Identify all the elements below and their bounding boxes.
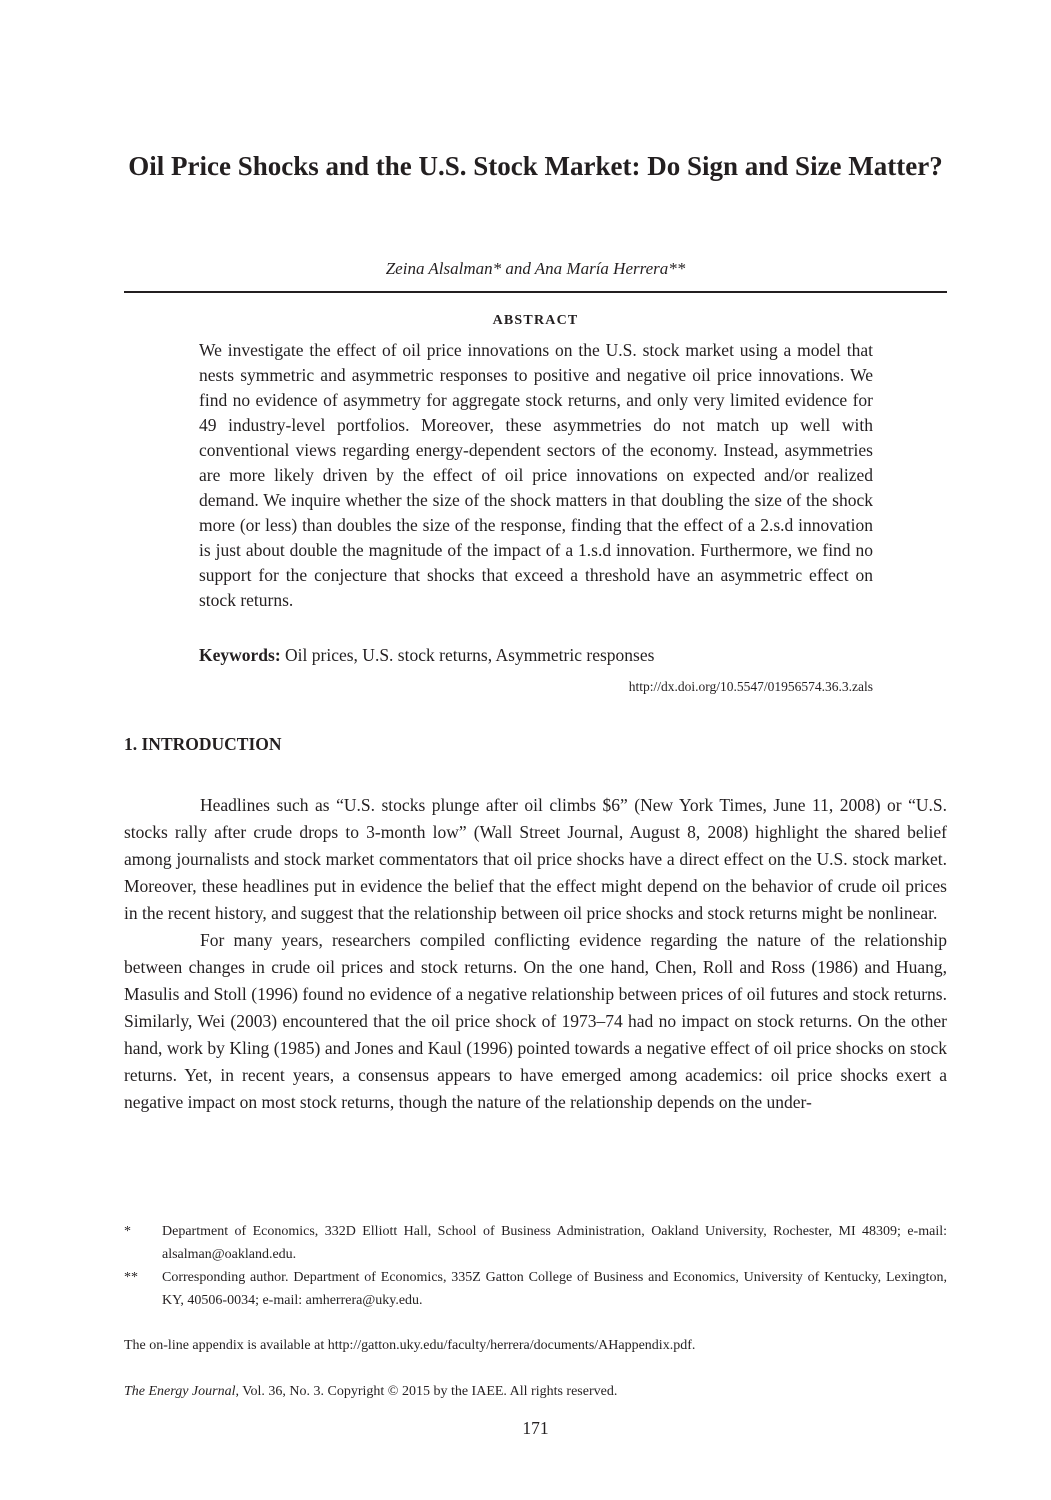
title-divider <box>124 291 947 293</box>
introduction-body <box>124 792 947 1116</box>
keywords-line <box>199 643 873 668</box>
copyright-text: , Vol. 36, No. 3. Copyright © 2015 by the IAEE. All rights reserved. <box>235 1384 618 1399</box>
body-paragraph: For many years, researchers compiled conflicting evidence regarding the nature of the relationship between changes in crude oil prices and stock returns. On the one hand, Chen, Roll and Ross (1986) and Huang, Masulis and Stoll (1996) found no evidence of a negative relationship between prices of oil futures and stock returns. Similarly, Wei (2003) encountered that the oil price shock of 1973–74 had no impact on stock returns. On the other hand, work by Kling (1985) and Jones and Kaul (1996) pointed towards a negative effect of oil price shocks on stock returns. Yet, in recent years, a consensus appears to have emerged among academics: oil price shocks exert a negative impact on most stock returns, though the nature of the relationship depends on the under- <box>124 930 947 1112</box>
footnote-mark: * <box>124 1224 131 1239</box>
abstract-text: We investigate the effect of oil price innovations on the U.S. stock market using a model that nests symmetric and asymmetric responses to positive and negative oil price innovations. We find no evidence of asymmetry for aggregate stock returns, and only very limited evidence for 49 industry-level portfolios. Moreover, these asymmetries do not match up well with conventional views regarding energy-dependent sectors of the economy. Instead, asymmetries are more likely driven by the effect of oil price innovations on expected and/or realized demand. We inquire whether the size of the shock matters in that doubling the size of the shock more (or less) than doubles the size of the response, finding that the effect of a 2.s.d innovation is just about double the magnitude of the impact of a 1.s.d innovation. Furthermore, we find no support for the conjecture that shocks that exceed a threshold have an asymmetric effect on stock returns. <box>199 340 873 610</box>
body-paragraph: Headlines such as “U.S. stocks plunge after oil climbs $6” (New York Times, June 11, 2008) or “U.S. stocks rally after crude drops to 3-month low” (Wall Street Journal, August 8, 2008) highlight the shared belief among journalists and stock market commentators that oil price shocks have a direct effect on the U.S. stock market. Moreover, these headlines put in evidence the belief that the effect might depend on the behavior of crude oil prices in the recent history, and suggest that the relationship between oil price shocks and stock returns might be nonlinear. <box>124 795 947 923</box>
footnote <box>124 1220 947 1266</box>
appendix-note: The on-line appendix is available at http://gatton.uky.edu/faculty/herrera/documents/AHappendix.pdf. <box>124 1338 696 1353</box>
footnote-text: Corresponding author. Department of Economics, 335Z Gatton College of Business and Economics, University of Kentucky, Lexington, KY, 40506-0034; e-mail: amherrera@uky.edu. <box>162 1270 947 1308</box>
author-line: Zeina Alsalman* and Ana María Herrera** <box>385 259 686 278</box>
paper-title: Oil Price Shocks and the U.S. Stock Market: Do Sign and Size Matter? <box>128 151 943 181</box>
journal-copyright <box>124 1381 947 1403</box>
keywords-list: Oil prices, U.S. stock returns, Asymmetric responses <box>285 645 655 665</box>
journal-name: The Energy Journal <box>124 1384 236 1399</box>
footnote <box>124 1266 947 1312</box>
keywords-label: Keywords: <box>199 645 281 665</box>
page-number: 171 <box>522 1418 549 1438</box>
section-heading-introduction: 1. INTRODUCTION <box>124 734 282 754</box>
abstract-heading: ABSTRACT <box>492 313 579 328</box>
doi-link[interactable]: http://dx.doi.org/10.5547/01956574.36.3.zals <box>628 679 873 694</box>
footnotes <box>124 1220 947 1312</box>
footnote-text: Department of Economics, 332D Elliott Hall, School of Business Administration, Oakland University, Rochester, MI 48309; e-mail: alsalman@oakland.edu. <box>162 1224 947 1262</box>
footnote-mark: ** <box>124 1270 138 1285</box>
